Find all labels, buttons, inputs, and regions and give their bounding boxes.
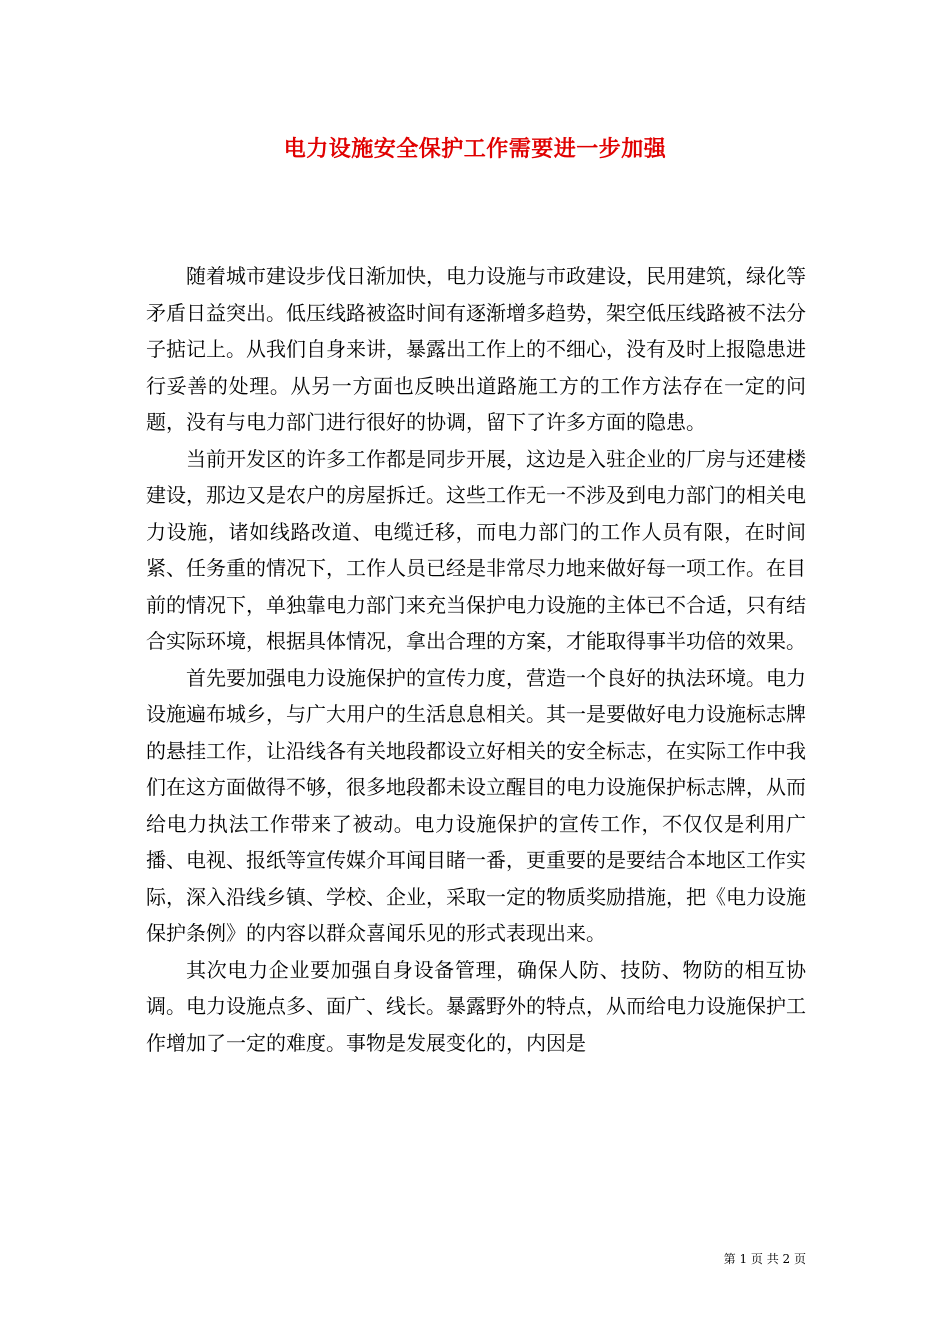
paragraph-1: 随着城市建设步伐日渐加快，电力设施与市政建设，民用建筑，绿化等矛盾日益突出。低压线路被盗时间有逐渐增多趋势，架空低压线路被不法分子掂记上。从我们自身来讲，暴露出工作上的不细心，没有及时上报隐患进行妥善的处理。从另一方面也反映出道路施工方的工作方法存在一定的问题，没有与电力部门进行很好的协调，留下了许多方面的隐患。 — [146, 264, 806, 434]
document-body — [146, 258, 806, 1061]
paragraph-2: 当前开发区的许多工作都是同步开展，这边是入驻企业的厂房与还建楼建设，那边又是农户的房屋拆迁。这些工作无一不涉及到电力部门的相关电力设施，诸如线路改道、电缆迁移，而电力部门的工作人员有限，在时间紧、任务重的情况下，工作人员已经是非常尽力地来做好每一项工作。在目前的情况下，单独靠电力部门来充当保护电力设施的主体已不合适，只有结合实际环境，根据具体情况，拿出合理的方案，才能取得事半功倍的效果。 — [146, 446, 806, 653]
page-number: 第 1 页 共 2 页 — [723, 1252, 806, 1266]
document-title: 电力设施安全保护工作需要进一步加强 — [283, 136, 667, 162]
page-footer — [724, 1250, 806, 1267]
paragraph-4: 其次电力企业要加强自身设备管理，确保人防、技防、物防的相互协调。电力设施点多、面广、线长。暴露野外的特点，从而给电力设施保护工作增加了一定的难度。事物是发展变化的，内因是 — [146, 957, 806, 1055]
paragraph-3: 首先要加强电力设施保护的宣传力度，营造一个良好的执法环境。电力设施遍布城乡，与广大用户的生活息息相关。其一是要做好电力设施标志牌的悬挂工作，让沿线各有关地段都设立好相关的安全标志，在实际工作中我们在这方面做得不够，很多地段都未设立醒目的电力设施保护标志牌，从而给电力执法工作带来了被动。电力设施保护的宣传工作，不仅仅是利用广播、电视、报纸等宣传媒介耳闻目睹一番，更重要的是要结合本地区工作实际，深入沿线乡镇、学校、企业，采取一定的物质奖励措施，把《电力设施保护条例》的内容以群众喜闻乐见的形式表现出来。 — [146, 665, 806, 945]
